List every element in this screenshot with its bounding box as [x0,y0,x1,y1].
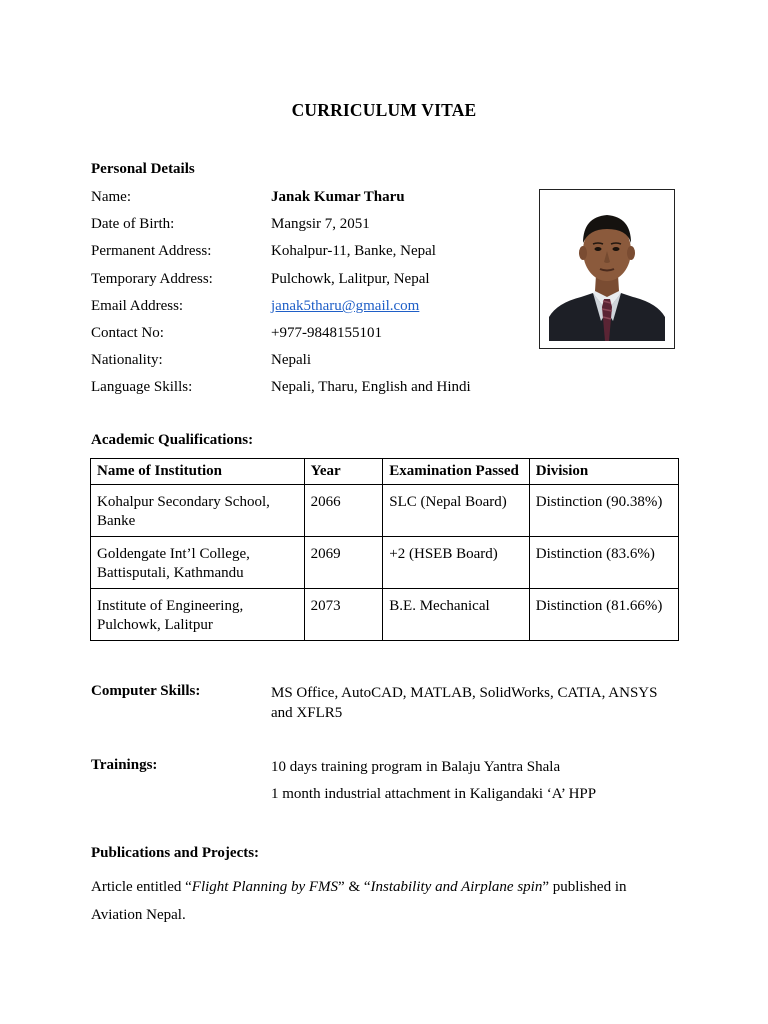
nationality-label: Nationality: [91,352,163,368]
institution-line: Banke [97,513,136,529]
email-label: Email Address: [91,298,184,314]
contact-label: Contact No: [91,325,164,341]
dob-value: Mangsir 7, 2051 [271,216,370,232]
profile-photo [549,199,665,341]
division-cell: Distinction (90.38%) [529,485,678,537]
language-value: Nepali, Tharu, English and Hindi [271,379,471,395]
training-item: 10 days training program in Balaju Yantra Shala [271,759,561,775]
academic-heading: Academic Qualifications: [91,432,254,448]
institution-line: Kohalpur Secondary School, [97,494,270,510]
photo-frame [539,189,675,349]
table-header-row [91,459,679,485]
contact-value: +977-9848155101 [271,325,382,341]
publication-title: Flight Planning by FMS [191,879,339,895]
dob-label: Date of Birth: [91,216,175,232]
trainings-label: Trainings: [91,757,158,773]
column-header: Year [304,459,383,485]
table-row [91,537,679,589]
nationality-value: Nepali [271,352,311,368]
publication-suffix: ” published in [542,879,627,895]
institution-line: Pulchowk, Lalitpur [97,617,213,633]
institution-line: Battisputali, Kathmandu [97,565,244,581]
exam-cell: SLC (Nepal Board) [383,485,529,537]
institution-line: Goldengate Int’l College, [97,546,250,562]
publication-line: Aviation Nepal. [91,907,186,923]
exam-cell: B.E. Mechanical [383,589,529,641]
publication-prefix: Article entitled “ [91,879,192,895]
publications-text [91,873,681,929]
language-label: Language Skills: [91,379,193,395]
institution-cell [91,589,305,641]
institution-line: Institute of Engineering, [97,598,244,614]
name-value: Janak Kumar Tharu [271,189,405,205]
institution-cell [91,537,305,589]
institution-cell [91,485,305,537]
year-cell: 2069 [304,537,383,589]
division-cell: Distinction (81.66%) [529,589,678,641]
publication-connector: ” & “ [338,879,371,895]
publication-line [91,873,681,901]
email-link[interactable]: janak5tharu@gmail.com [271,298,420,314]
year-cell: 2073 [304,589,383,641]
training-item: 1 month industrial attachment in Kaligandaki ‘A’ HPP [271,786,597,802]
temporary-address-label: Temporary Address: [91,271,213,287]
publications-heading: Publications and Projects: [91,845,260,861]
publication-title: Instability and Airplane spin [370,879,543,895]
computer-skills-label: Computer Skills: [91,683,201,699]
computer-skills-value: MS Office, AutoCAD, MATLAB, SolidWorks, CATIA, ANSYS and XFLR5 [271,685,658,721]
exam-cell: +2 (HSEB Board) [383,537,529,589]
column-header: Name of Institution [91,459,305,485]
personal-details-heading: Personal Details [91,161,195,177]
year-cell: 2066 [304,485,383,537]
permanent-address-value: Kohalpur-11, Banke, Nepal [271,243,436,259]
table-row [91,485,679,537]
table-row [91,589,679,641]
column-header: Examination Passed [383,459,529,485]
name-label: Name: [91,189,131,205]
division-cell: Distinction (83.6%) [529,537,678,589]
document-title: CURRICULUM VITAE [291,100,477,120]
academic-table [90,458,679,641]
permanent-address-label: Permanent Address: [91,243,212,259]
temporary-address-value: Pulchowk, Lalitpur, Nepal [271,271,430,287]
column-header: Division [529,459,678,485]
